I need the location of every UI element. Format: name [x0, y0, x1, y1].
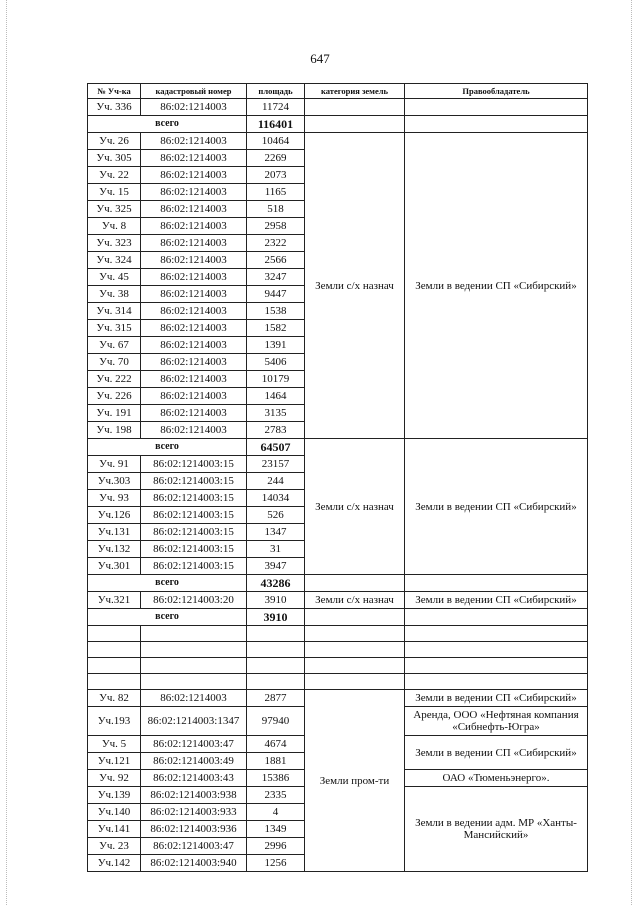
area-cell: 3947 — [247, 558, 305, 575]
plot-cell: Уч.139 — [88, 787, 141, 804]
category-cell — [305, 609, 405, 626]
page-number: 647 — [310, 51, 330, 66]
plot-cell: Уч. 26 — [88, 133, 141, 150]
cadastral-cell: 86:02:1214003:938 — [141, 787, 247, 804]
area-cell: 1391 — [247, 337, 305, 354]
cadastral-cell: 86:02:1214003 — [141, 150, 247, 167]
empty-row — [88, 674, 588, 690]
area-cell: 4674 — [247, 736, 305, 753]
empty-row — [88, 658, 588, 674]
plot-cell: Уч. 191 — [88, 405, 141, 422]
plot-cell: Уч. 222 — [88, 371, 141, 388]
total-value: 43286 — [247, 575, 305, 592]
plot-cell: Уч. 45 — [88, 269, 141, 286]
area-cell: 2783 — [247, 422, 305, 439]
owner-cell — [405, 609, 588, 626]
table-row — [88, 99, 588, 116]
category-cell — [305, 99, 405, 116]
total-value: 3910 — [247, 609, 305, 626]
cadastral-cell: 86:02:1214003 — [141, 167, 247, 184]
area-cell: 3910 — [247, 592, 305, 609]
cadastral-cell: 86:02:1214003 — [141, 269, 247, 286]
area-cell: 11724 — [247, 99, 305, 116]
plot-cell: Уч. 5 — [88, 736, 141, 753]
col-header-area: площадь — [247, 84, 305, 99]
plot-cell: Уч. 38 — [88, 286, 141, 303]
col-header-cadastral: кадастровый номер — [141, 84, 247, 99]
cadastral-cell: 86:02:1214003:1347 — [141, 707, 247, 736]
area-cell: 518 — [247, 201, 305, 218]
plot-cell: Уч. 82 — [88, 690, 141, 707]
area-cell: 2335 — [247, 787, 305, 804]
area-cell: 4 — [247, 804, 305, 821]
cadastral-cell: 86:02:1214003 — [141, 388, 247, 405]
area-cell: 2996 — [247, 838, 305, 855]
owner-cell: Аренда, ООО «Нефтяная компания «Сибнефть-Югра» — [405, 707, 588, 736]
cadastral-cell: 86:02:1214003:20 — [141, 592, 247, 609]
plot-cell: Уч. 226 — [88, 388, 141, 405]
owner-cell: Земли в ведении СП «Сибирский» — [405, 133, 588, 439]
plot-cell: Уч.142 — [88, 855, 141, 872]
cadastral-cell: 86:02:1214003:43 — [141, 770, 247, 787]
category-cell: Земли с/х назнач — [305, 439, 405, 575]
plot-cell: Уч.132 — [88, 541, 141, 558]
total-value: 116401 — [247, 116, 305, 133]
cadastral-cell: 86:02:1214003:15 — [141, 524, 247, 541]
cadastral-cell: 86:02:1214003 — [141, 201, 247, 218]
cadastral-cell: 86:02:1214003:15 — [141, 490, 247, 507]
cadastral-cell: 86:02:1214003:15 — [141, 507, 247, 524]
area-cell: 2958 — [247, 218, 305, 235]
total-label: всего — [88, 575, 247, 592]
cadastral-cell: 86:02:1214003:47 — [141, 736, 247, 753]
area-cell: 10464 — [247, 133, 305, 150]
area-cell: 244 — [247, 473, 305, 490]
area-cell: 1538 — [247, 303, 305, 320]
empty-row — [88, 626, 588, 642]
cadastral-cell: 86:02:1214003 — [141, 133, 247, 150]
plot-cell: Уч.141 — [88, 821, 141, 838]
total-label: всего — [88, 116, 247, 133]
cadastral-cell: 86:02:1214003:936 — [141, 821, 247, 838]
area-cell: 5406 — [247, 354, 305, 371]
area-cell: 9447 — [247, 286, 305, 303]
owner-cell: Земли в ведении адм. МР «Ханты-Мансийский» — [405, 787, 588, 872]
area-cell: 2322 — [247, 235, 305, 252]
area-cell: 15386 — [247, 770, 305, 787]
plot-cell: Уч. 92 — [88, 770, 141, 787]
cadastral-cell: 86:02:1214003 — [141, 252, 247, 269]
plot-cell: Уч. 91 — [88, 456, 141, 473]
cadastral-cell: 86:02:1214003 — [141, 371, 247, 388]
plot-cell: Уч. 93 — [88, 490, 141, 507]
area-cell: 2073 — [247, 167, 305, 184]
area-cell: 2269 — [247, 150, 305, 167]
cadastral-cell: 86:02:1214003:940 — [141, 855, 247, 872]
plot-cell: Уч. 325 — [88, 201, 141, 218]
owner-cell: Земли в ведении СП «Сибирский» — [405, 690, 588, 707]
plot-cell: Уч. 314 — [88, 303, 141, 320]
cadastral-cell: 86:02:1214003:933 — [141, 804, 247, 821]
area-cell: 1256 — [247, 855, 305, 872]
cadastral-cell: 86:02:1214003 — [141, 320, 247, 337]
total-row — [88, 609, 588, 626]
plot-cell: Уч.303 — [88, 473, 141, 490]
owner-cell — [405, 99, 588, 116]
cadastral-cell: 86:02:1214003 — [141, 235, 247, 252]
area-cell: 1582 — [247, 320, 305, 337]
plot-cell: Уч.121 — [88, 753, 141, 770]
area-cell: 31 — [247, 541, 305, 558]
cadastral-cell: 86:02:1214003 — [141, 286, 247, 303]
total-row — [88, 575, 588, 592]
scan-edge-right — [631, 0, 633, 905]
owner-cell: Земли в ведении СП «Сибирский» — [405, 439, 588, 575]
category-cell — [305, 116, 405, 133]
area-cell: 526 — [247, 507, 305, 524]
table-row — [88, 690, 588, 707]
cadastral-cell: 86:02:1214003:15 — [141, 541, 247, 558]
area-cell: 1881 — [247, 753, 305, 770]
plot-cell: Уч. 324 — [88, 252, 141, 269]
cadastral-cell: 86:02:1214003 — [141, 690, 247, 707]
cadastral-cell: 86:02:1214003:15 — [141, 473, 247, 490]
cadastral-cell: 86:02:1214003 — [141, 354, 247, 371]
cadastral-cell: 86:02:1214003:49 — [141, 753, 247, 770]
cadastral-cell: 86:02:1214003:15 — [141, 558, 247, 575]
plot-cell: Уч. 70 — [88, 354, 141, 371]
owner-cell: Земли в ведении СП «Сибирский» — [405, 592, 588, 609]
area-cell: 2877 — [247, 690, 305, 707]
area-cell: 10179 — [247, 371, 305, 388]
plot-cell: Уч.321 — [88, 592, 141, 609]
area-cell: 3135 — [247, 405, 305, 422]
area-cell: 1347 — [247, 524, 305, 541]
plot-cell: Уч. 198 — [88, 422, 141, 439]
owner-cell: Земли в ведении СП «Сибирский» — [405, 736, 588, 770]
area-cell: 97940 — [247, 707, 305, 736]
col-header-owner: Правообладатель — [405, 84, 588, 99]
scan-edge-left — [6, 0, 8, 905]
cadastral-cell: 86:02:1214003 — [141, 303, 247, 320]
empty-row — [88, 642, 588, 658]
area-cell: 14034 — [247, 490, 305, 507]
owner-cell — [405, 116, 588, 133]
category-cell: Земли пром-ти — [305, 690, 405, 872]
plot-cell: Уч.126 — [88, 507, 141, 524]
plot-cell: Уч. 305 — [88, 150, 141, 167]
table-row — [88, 592, 588, 609]
total-label: всего — [88, 609, 247, 626]
cadastral-cell: 86:02:1214003:47 — [141, 838, 247, 855]
plot-cell: Уч. 323 — [88, 235, 141, 252]
col-header-plot: № Уч-ка — [88, 84, 141, 99]
total-label: всего — [88, 439, 247, 456]
total-row — [88, 439, 588, 456]
area-cell: 3247 — [247, 269, 305, 286]
cadastral-cell: 86:02:1214003 — [141, 184, 247, 201]
land-plots-table — [87, 83, 588, 872]
area-cell: 2566 — [247, 252, 305, 269]
plot-cell: Уч.301 — [88, 558, 141, 575]
cadastral-cell: 86:02:1214003 — [141, 218, 247, 235]
category-cell: Земли с/х назнач — [305, 592, 405, 609]
category-cell: Земли с/х назнач — [305, 133, 405, 439]
plot-cell: Уч. 23 — [88, 838, 141, 855]
plot-cell: Уч. 8 — [88, 218, 141, 235]
area-cell: 1464 — [247, 388, 305, 405]
total-row — [88, 116, 588, 133]
total-value: 64507 — [247, 439, 305, 456]
cadastral-cell: 86:02:1214003:15 — [141, 456, 247, 473]
cadastral-cell: 86:02:1214003 — [141, 422, 247, 439]
cadastral-cell: 86:02:1214003 — [141, 405, 247, 422]
area-cell: 1349 — [247, 821, 305, 838]
plot-cell: Уч. 67 — [88, 337, 141, 354]
plot-cell: Уч.140 — [88, 804, 141, 821]
category-cell — [305, 575, 405, 592]
owner-cell — [405, 575, 588, 592]
area-cell: 1165 — [247, 184, 305, 201]
plot-cell: Уч.131 — [88, 524, 141, 541]
plot-cell: Уч. 336 — [88, 99, 141, 116]
plot-cell: Уч. 22 — [88, 167, 141, 184]
col-header-category: категория земель — [305, 84, 405, 99]
plot-cell: Уч. 15 — [88, 184, 141, 201]
table-row — [88, 133, 588, 150]
area-cell: 23157 — [247, 456, 305, 473]
cadastral-cell: 86:02:1214003 — [141, 337, 247, 354]
plot-cell: Уч.193 — [88, 707, 141, 736]
cadastral-cell: 86:02:1214003 — [141, 99, 247, 116]
header-row — [88, 84, 588, 99]
owner-cell: ОАО «Тюменьэнерго». — [405, 770, 588, 787]
plot-cell: Уч. 315 — [88, 320, 141, 337]
